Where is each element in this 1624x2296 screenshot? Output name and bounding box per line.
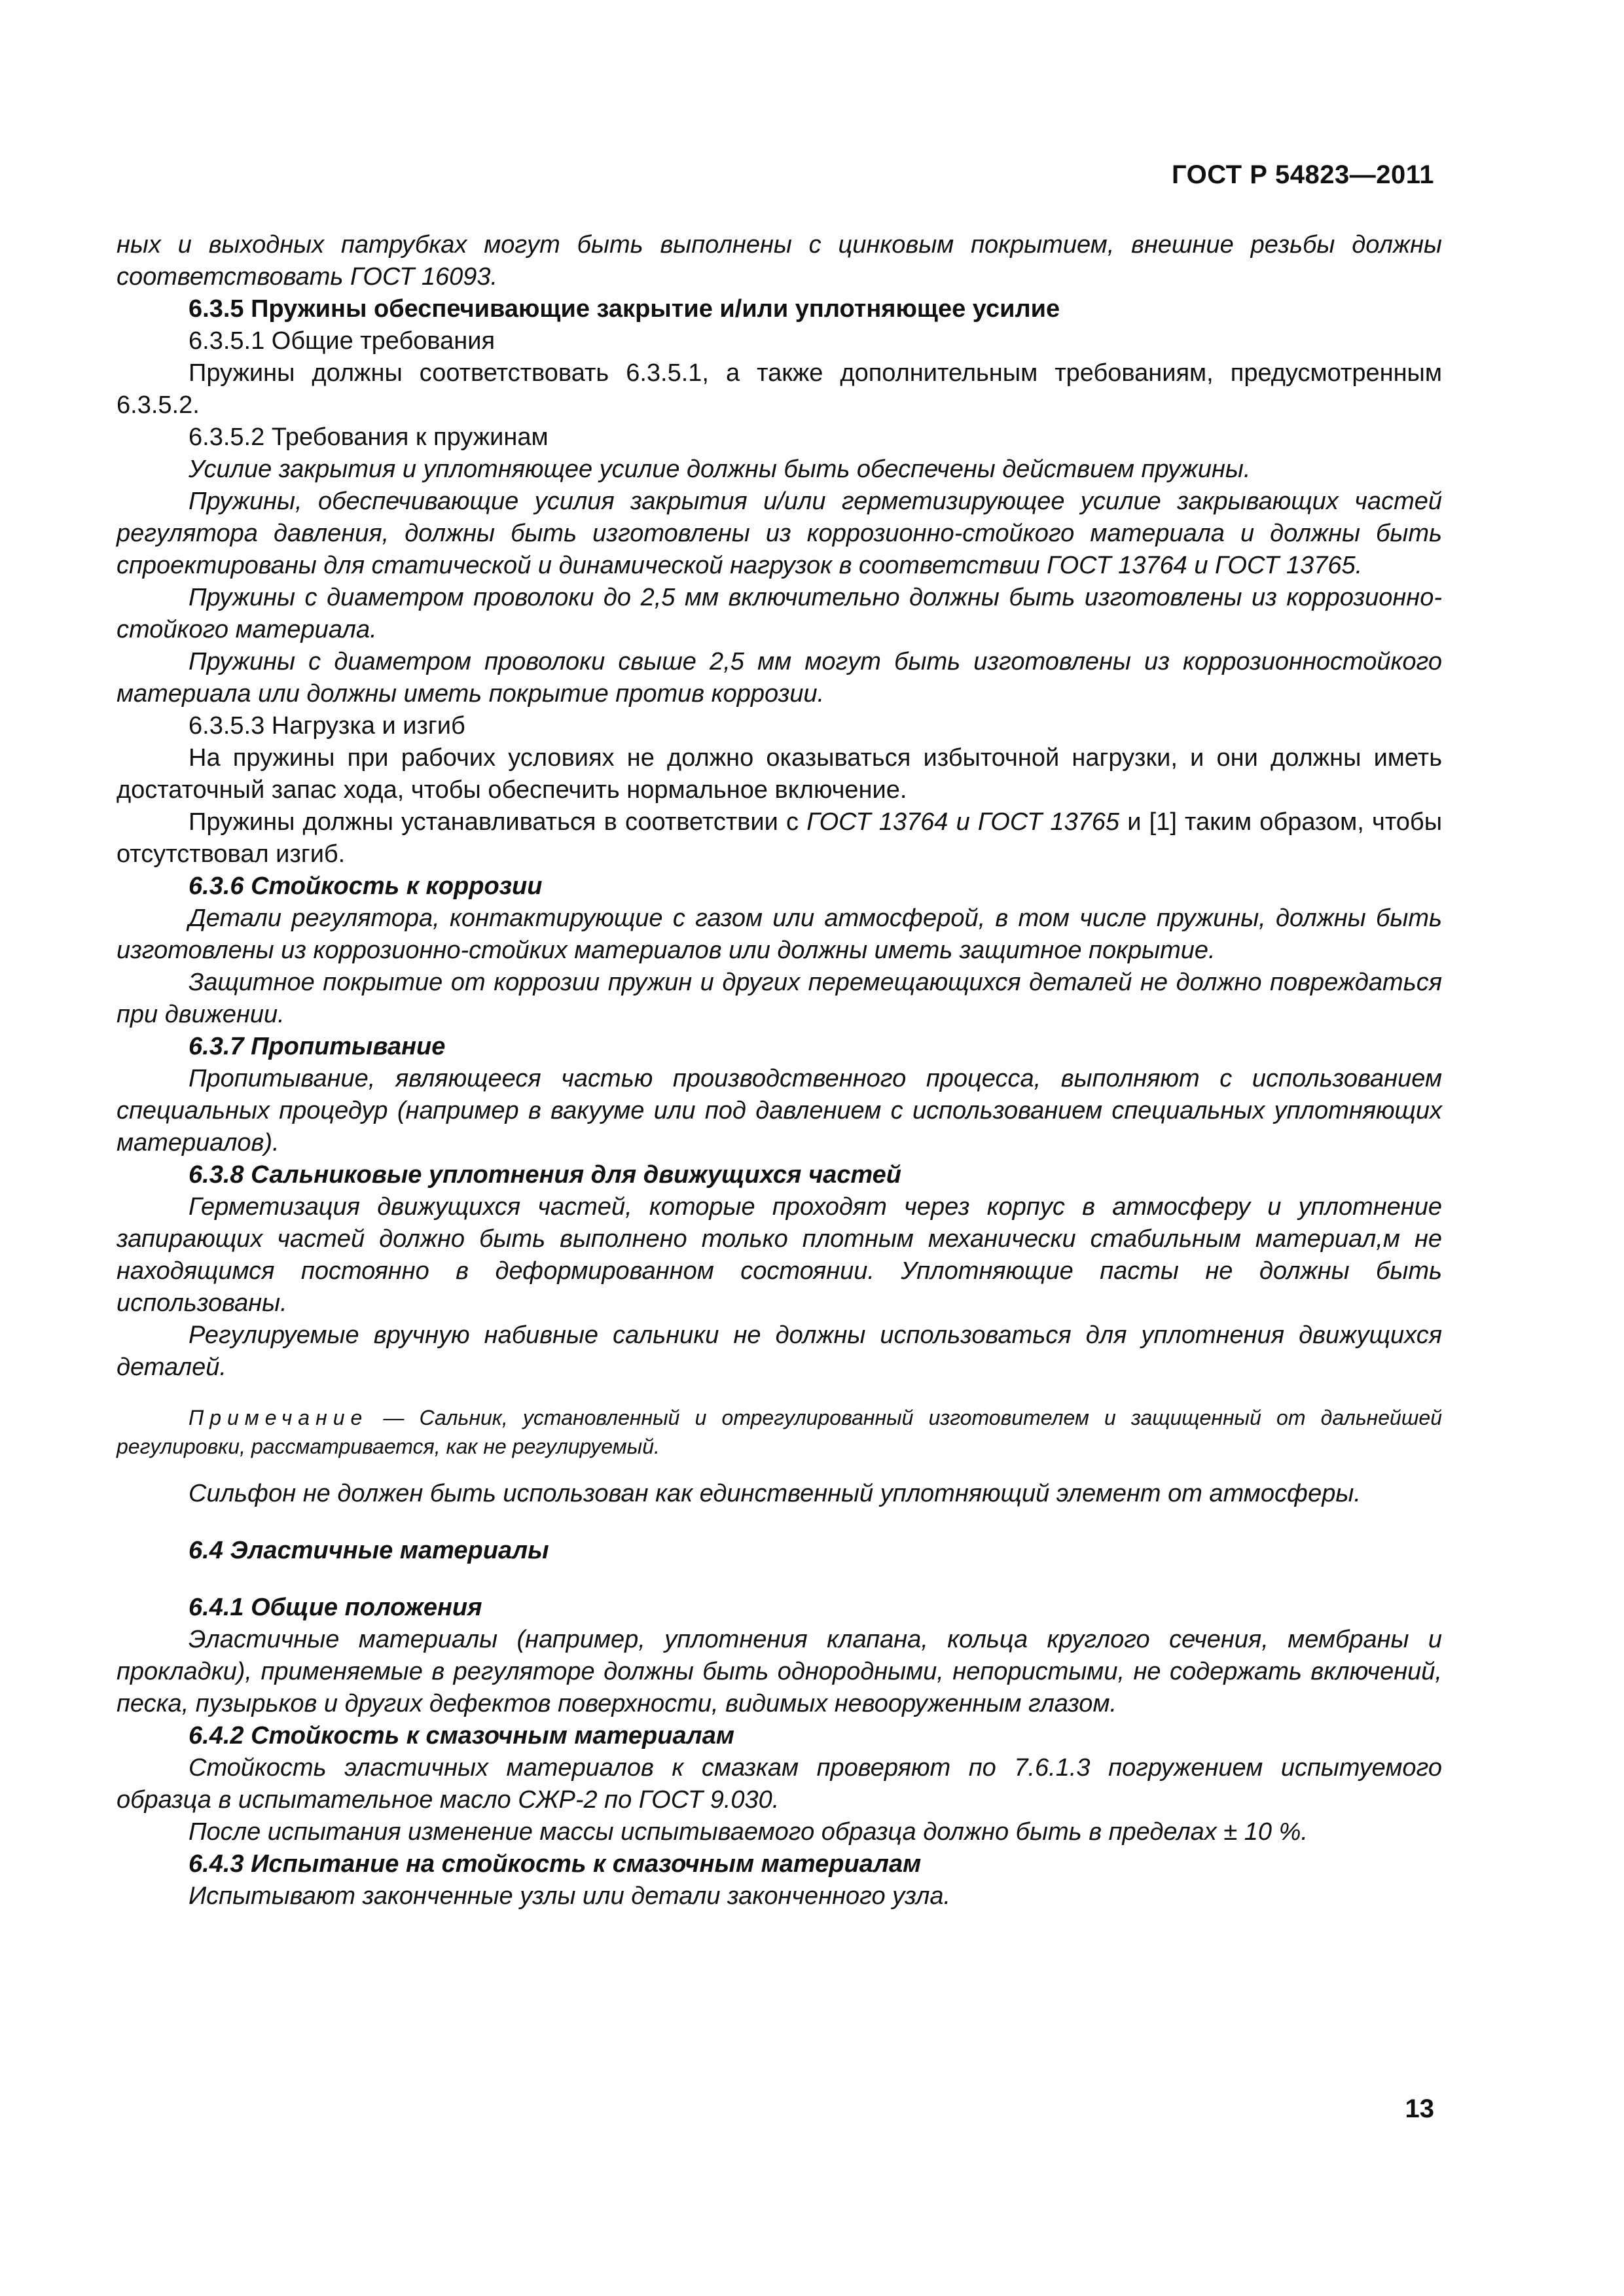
paragraph-6-4-2-a: Стойкость эластичных материалов к смазкам проверяют по 7.6.1.3 погружением испытуемого образца в испытательное масло СЖР-2 по ГОСТ 9.030. (117, 1754, 1442, 1814)
paragraph-6-3-5-2-d: Пружины с диаметром проволоки свыше 2,5 мм могут быть изготовлены из коррозионностойкого материала или должны иметь покрытие против коррозии. (117, 648, 1442, 708)
gost-reference: ГОСТ 13764 и ГОСТ 13765 (806, 808, 1120, 836)
standard-code: ГОСТ Р 54823—2011 (1172, 160, 1434, 189)
heading-6-3-5: 6.3.5 Пружины обеспечивающие закрытие и/или уплотняющее усилие (189, 295, 1060, 323)
heading-6-3-8: 6.3.8 Сальниковые уплотнения для движущихся частей (189, 1161, 902, 1189)
document-body (117, 229, 1442, 1912)
paragraph-6-3-5-3-b-end: и [1] таким образом, чтобы отсутствовал изгиб. (117, 808, 1443, 868)
paragraph-6-3-5-2-c: Пружины с диаметром проволоки до 2,5 мм включительно должны быть изготовлены из коррозионно-стойкого материала. (117, 584, 1442, 643)
paragraph-6-4-3: Испытывают законченные узлы или детали законченного узла. (189, 1882, 951, 1910)
paragraph-6-3-5-2-a: Усилие закрытия и уплотняющее усилие должны быть обеспечены действием пружины. (189, 456, 1251, 483)
paragraph-continuation: ных и выходных патрубках могут быть выполнены с цинковым покрытием, внешние резьбы должны соответствовать ГОСТ 16093. (117, 231, 1442, 291)
heading-6-4-2: 6.4.2 Стойкость к смазочным материалам (189, 1722, 734, 1749)
paragraph-6-3-8-a: Герметизация движущихся частей, которые проходят через корпус в атмосферу и уплотнение запирающих частей должно быть выполнено только плотным механически стабильным материал,м не находящимся постоянно в деформированном состоянии. Уплотняющие пасты не должны быть использованы. (117, 1193, 1442, 1317)
heading-6-3-5-3: 6.3.5.3 Нагрузка и изгиб (189, 712, 465, 740)
paragraph-6-4-1: Эластичные материалы (например, уплотнения клапана, кольца круглого сечения, мембраны и прокладки), применяемые в регуляторе должны быть однородными, непористыми, не содержать включений, песка, пузырьков и других дефектов поверхности, видимых невооруженным глазом. (117, 1626, 1442, 1717)
heading-6-4: 6.4 Эластичные материалы (189, 1537, 549, 1564)
heading-6-3-5-1: 6.3.5.1 Общие требования (189, 327, 496, 355)
heading-6-3-5-2: 6.3.5.2 Требования к пружинам (189, 423, 549, 451)
paragraph-6-3-5-3-b-start: Пружины должны устанавливаться в соответствии с (189, 808, 807, 836)
paragraph-6-3-5-2-b: Пружины, обеспечивающие усилия закрытия и/или герметизирующее усилие закрывающих частей регулятора давления, должны быть изготовлены из коррозионно-стойкого материала и должны быть спроектированы для статической и динамической нагрузок в соответствии ГОСТ 13764 и ГОСТ 13765. (117, 488, 1442, 579)
paragraph-6-3-5-3-a: На пружины при рабочих условиях не должно оказываться избыточной нагрузки, и они должны иметь достаточный запас хода, чтобы обеспечить нормальное включение. (117, 744, 1442, 804)
heading-6-4-3: 6.4.3 Испытание на стойкость к смазочным материалам (189, 1850, 922, 1878)
note-label: Примечание (189, 1406, 369, 1429)
heading-6-3-7: 6.3.7 Пропитывание (189, 1033, 446, 1060)
note-text: — Сальник, установленный и отрегулированный изготовителем и защищенный от дальнейшей регулировки, рассматривается, как не регулируемый. (117, 1406, 1442, 1458)
note (117, 1403, 1442, 1461)
paragraph-6-3-5-1: Пружины должны соответствовать 6.3.5.1, а также дополнительным требованиям, предусмотренным 6.3.5.2. (117, 359, 1442, 419)
paragraph-6-3-6-b: Защитное покрытие от коррозии пружин и других перемещающихся деталей не должно повреждаться при движении. (117, 969, 1442, 1028)
paragraph-6-3-8-b: Регулируемые вручную набивные сальники не должны использоваться для уплотнения движущихся деталей. (117, 1321, 1442, 1381)
paragraph-6-3-5-3-b (117, 806, 1442, 870)
paragraph-6-3-8-c: Сильфон не должен быть использован как единственный уплотняющий элемент от атмосферы. (189, 1480, 1361, 1507)
paragraph-6-3-6-a: Детали регулятора, контактирующие с газом или атмосферой, в том числе пружины, должны быть изготовлены из коррозионно-стойких материалов или должны иметь защитное покрытие. (117, 905, 1442, 964)
heading-6-3-6: 6.3.6 Стойкость к коррозии (189, 872, 543, 900)
heading-6-4-1: 6.4.1 Общие положения (189, 1594, 482, 1621)
paragraph-6-3-7: Пропитывание, являющееся частью производственного процесса, выполняют с использованием специальных процедур (например в вакууме или под давлением с использованием специальных уплотняющих материалов). (117, 1065, 1442, 1157)
page-number: 13 (1405, 2094, 1434, 2123)
paragraph-6-4-2-b: После испытания изменение массы испытываемого образца должно быть в пределах ± 10 %. (189, 1818, 1308, 1846)
